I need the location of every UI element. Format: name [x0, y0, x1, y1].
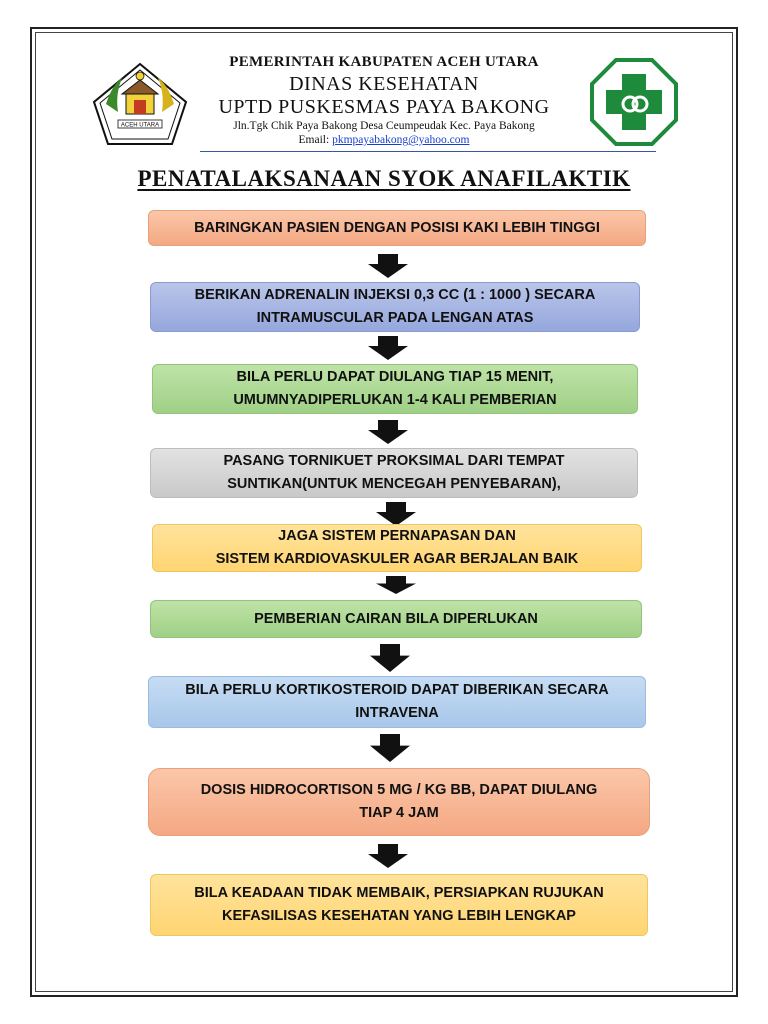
- step-7-box: [148, 676, 646, 728]
- step-7-text: [185, 679, 608, 725]
- step-3-text: [233, 366, 556, 412]
- arrow-7-icon: [370, 734, 410, 762]
- puskesmas-line: UPTD PUSKESMAS PAYA BAKONG: [218, 96, 550, 118]
- step-6-line-1: PEMBERIAN CAIRAN BILA DIPERLUKAN: [254, 610, 538, 627]
- arrow-4-icon: [376, 502, 416, 526]
- step-9-line-1: BILA KEADAAN TIDAK MEMBAIK, PERSIAPKAN RUJUKAN: [194, 885, 604, 901]
- step-1-line-1: BARINGKAN PASIEN DENGAN POSISI KAKI LEBIH TINGGI: [194, 219, 600, 236]
- email-link[interactable]: pkmpayabakong@yahoo.com: [332, 134, 470, 146]
- step-9-text: [194, 882, 604, 928]
- step-7-line-1: BILA PERLU KORTIKOSTEROID DAPAT DIBERIKAN SECARA: [185, 682, 609, 698]
- header-divider: [200, 151, 656, 152]
- step-8-line-2: TIAP 4 JAM: [359, 805, 439, 821]
- step-5-line-2: SISTEM KARDIOVASKULER AGAR BERJALAN BAIK: [215, 551, 579, 567]
- step-2-box: [150, 282, 640, 332]
- email-label: Email:: [298, 134, 333, 146]
- crest-label: ACEH UTARA: [120, 122, 160, 129]
- step-4-line-1: PASANG TORNIKUET PROKSIMAL DARI TEMPAT: [223, 453, 565, 469]
- step-1-box: [148, 210, 646, 246]
- arrow-8-icon: [368, 844, 408, 868]
- step-2-line-2: INTRAMUSCULAR PADA LENGAN ATAS: [256, 310, 534, 326]
- arrow-3-icon: [368, 420, 408, 444]
- step-4-text: [223, 450, 564, 496]
- address-line: Jln.Tgk Chik Paya Bakong Desa Ceumpeudak Kec. Paya Bakong: [233, 120, 535, 132]
- step-1-text: [194, 217, 600, 240]
- arrow-1-icon: [368, 254, 408, 278]
- puskesmas-cross-icon: [590, 58, 678, 146]
- letterhead: [0, 0, 768, 160]
- government-line: PEMERINTAH KABUPATEN ACEH UTARA: [229, 54, 539, 70]
- step-8-line-1: DOSIS HIDROCORTISON 5 MG / KG BB, DAPAT DIULANG: [200, 782, 598, 798]
- step-5-text: [216, 525, 579, 571]
- step-3-line-2: UMUMNYADIPERLUKAN 1-4 KALI PEMBERIAN: [233, 392, 557, 408]
- step-5-box: [152, 524, 642, 572]
- arrow-5-icon: [376, 576, 416, 594]
- step-3-box: [152, 364, 638, 414]
- department-line: DINAS KESEHATAN: [289, 73, 479, 95]
- page-title-text: PENATALAKSANAAN SYOK ANAFILAKTIK: [137, 166, 631, 191]
- step-6-text: [254, 608, 538, 631]
- step-2-text: [195, 284, 596, 330]
- step-4-line-2: SUNTIKAN(UNTUK MENCEGAH PENYEBARAN),: [227, 476, 561, 492]
- step-4-box: [150, 448, 638, 498]
- page-title: [0, 166, 768, 192]
- step-8-text: [201, 779, 598, 825]
- step-9-box: [150, 874, 648, 936]
- step-2-line-1: BERIKAN ADRENALIN INJEKSI 0,3 CC (1 : 1000 ) SECARA: [194, 287, 596, 303]
- step-3-line-1: BILA PERLU DAPAT DIULANG TIAP 15 MENIT,: [236, 369, 554, 385]
- arrow-2-icon: [368, 336, 408, 360]
- step-9-line-2: KEFASILISAS KESEHATAN YANG LEBIH LENGKAP: [222, 908, 576, 924]
- step-7-line-2: INTRAVENA: [355, 705, 439, 721]
- arrow-6-icon: [370, 644, 410, 672]
- step-8-box: [148, 768, 650, 836]
- step-6-box: [150, 600, 642, 638]
- step-5-line-1: JAGA SISTEM PERNAPASAN DAN: [278, 528, 516, 544]
